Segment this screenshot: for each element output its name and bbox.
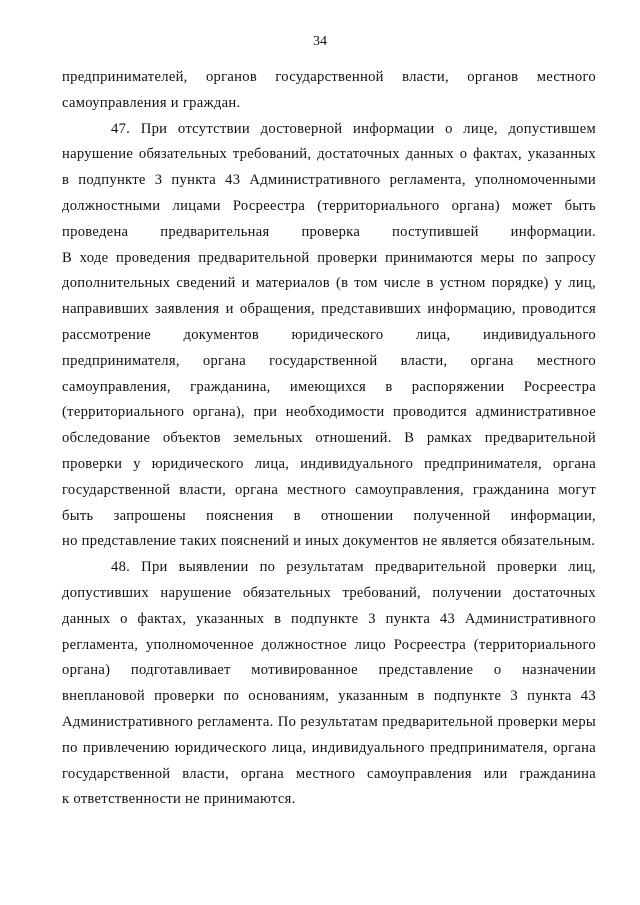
document-body <box>62 65 596 813</box>
text-line: данных о фактах, указанных в подпункте 3 пункта 43 Административного <box>62 610 596 627</box>
text-line: к ответственности не принимаются. <box>62 791 296 808</box>
text-line: государственной власти, органа местного самоуправления, гражданина могут <box>62 481 596 498</box>
text-line: предпринимателей, органов государственной власти, органов местного <box>62 69 596 85</box>
text-line: проверки у юридического лица, индивидуального предпринимателя, органа <box>62 455 596 472</box>
text-line: В ходе проведения предварительной проверки принимаются меры по запросу <box>62 249 596 266</box>
text-line: предпринимателя, органа государственной власти, органа местного <box>62 352 596 369</box>
text-line: регламента, уполномоченное должностное лицо Росреестра (территориального <box>62 636 596 653</box>
text-line: допустивших нарушение обязательных требований, получении достаточных <box>62 584 596 601</box>
text-line: самоуправления, гражданина, имеющихся в распоряжении Росреестра <box>62 378 596 395</box>
text-line: Административного регламента. По результатам предварительной проверки меры <box>62 713 596 730</box>
text-line: быть запрошены пояснения в отношении полученной информации, <box>62 507 596 524</box>
text-line: проведена предварительная проверка поступившей информации. <box>62 223 596 240</box>
text-line: дополнительных сведений и материалов (в том числе в устном порядке) у лиц, <box>62 275 596 292</box>
text-line: должностными лицами Росреестра (территориального органа) может быть <box>62 197 596 214</box>
text-line: направивших заявления и обращения, представивших информацию, проводится <box>62 301 596 318</box>
text-line: в подпункте 3 пункта 43 Административного регламента, уполномоченными <box>62 172 596 189</box>
text-line: самоуправления и граждан. <box>62 94 241 111</box>
paragraph-48-start: 48. При выявлении по результатам предварительной проверки лиц, <box>111 559 596 576</box>
text-line: но представление таких пояснений и иных документов не является обязательным. <box>62 533 596 550</box>
text-line: нарушение обязательных требований, достаточных данных о фактах, указанных <box>62 146 596 163</box>
text-line: по привлечению юридического лица, индивидуального предпринимателя, органа <box>62 739 596 756</box>
text-line: обследование объектов земельных отношений. В рамках предварительной <box>62 430 596 447</box>
text-line: органа) подготавливает мотивированное представление о назначении <box>62 662 596 679</box>
text-line: государственной власти, органа местного самоуправления или гражданина <box>62 765 596 782</box>
paragraph-47-start: 47. При отсутствии достоверной информации о лице, допустившем <box>111 120 596 137</box>
text-line: (территориального органа), при необходимости проводится административное <box>62 404 596 421</box>
page-number: 34 <box>313 34 327 49</box>
text-line: внеплановой проверки по основаниям, указанным в подпункте 3 пункта 43 <box>62 688 596 705</box>
text-line: рассмотрение документов юридического лица, индивидуального <box>62 326 596 343</box>
